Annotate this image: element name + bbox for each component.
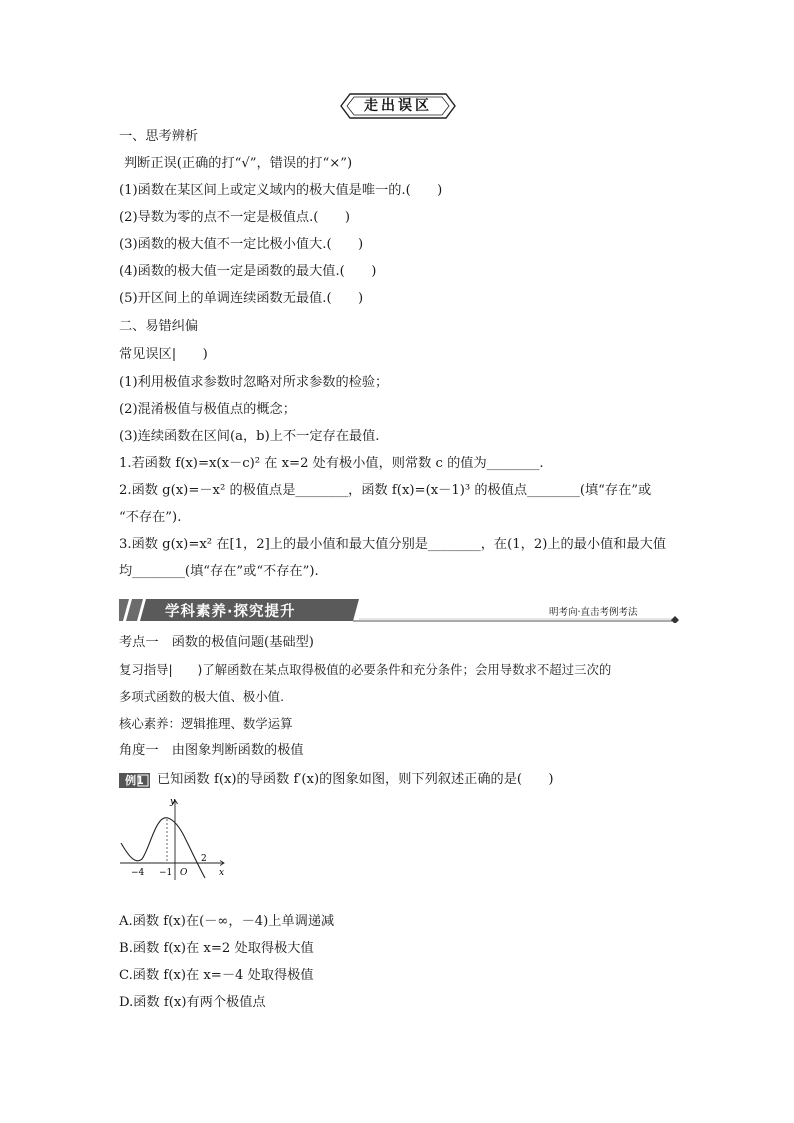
mistake-item-3: (3)连续函数在区间(a，b)上不一定存在最值. [119,429,380,444]
derivative-graph [116,792,228,884]
guide-line-1: 复习指导| )了解函数在某点取得极值的必要条件和充分条件；会用导数求不超过三次的 [119,662,612,677]
section1-instruction: 判断正误(正确的打“√”，错误的打“×”) [124,156,353,171]
judge-item-3: (3)函数的极大值不一定比极小值大.( ) [119,237,364,252]
section-bar-title: 学科素养·探究提升 [165,604,296,620]
example-question: 已知函数 f(x)的导函数 f′(x)的图象如图，则下列叙述正确的是( ) [157,772,554,787]
section1-heading: 一、思考辨析 [119,129,199,144]
origin-label: O [180,868,188,878]
x-axis-label: x [219,868,225,878]
tick-label-2: 2 [201,854,207,864]
tick-label-neg1: −1 [159,868,173,878]
section2-heading: 二、易错纠偏 [119,319,199,334]
question-3-line2: 均________(填“存在”或“不存在”). [119,564,319,579]
mistake-item-2: (2)混淆极值与极值点的概念； [119,402,296,417]
section2-sub: 常见误区| ) [119,347,208,362]
question-2-line2: “不存在”). [119,510,182,525]
judge-item-4: (4)函数的极大值一定是函数的最大值.( ) [119,264,377,279]
option-b: B.函数 f(x)在 x=2 处取得极大值 [119,941,314,956]
core-literacy: 核心素养：逻辑推理、数学运算 [119,716,293,731]
judge-item-1: (1)函数在某区间上或定义域内的极大值是唯一的.( ) [119,183,443,198]
judge-item-5: (5)开区间上的单调连续函数无最值.( ) [119,291,364,306]
question-2-line1: 2.函数 g(x)=－x² 的极值点是________，函数 f(x)=(x－1)³ 的极值点________(填“存在”或 [119,483,652,498]
y-axis-label: y [170,797,176,807]
banner-title: 走出误区 [364,98,432,114]
kaodian-title: 考点一 函数的极值问题(基础型) [119,635,314,650]
guide-line-2: 多项式函数的极大值、极小值. [119,689,285,704]
option-a: A.函数 f(x)在(－∞，－4)上单调递减 [119,914,335,929]
tick-label-neg4: −4 [131,868,145,878]
judge-item-2: (2)导数为零的点不一定是极值点.( ) [119,210,350,225]
example-badge [119,773,150,788]
section-bar-right: 明考向·直击考例考法 [549,607,638,618]
angle-title: 角度一 由图象判断函数的极值 [119,743,304,758]
question-1: 1.若函数 f(x)=x(x－c)² 在 x=2 处有极小值，则常数 c 的值为________. [119,456,544,471]
mistake-item-1: (1)利用极值求参数时忽略对所求参数的检验； [119,375,389,390]
section-bar [119,597,681,623]
option-c: C.函数 f(x)在 x=－4 处取得极值 [119,968,314,983]
example-badge-label: 例1 [125,774,144,787]
section-banner [340,93,456,119]
option-d: D.函数 f(x)有两个极值点 [119,995,266,1010]
question-3-line1: 3.函数 g(x)=x² 在[1，2]上的最小值和最大值分别是________，在(1，2)上的最小值和最大值 [119,537,667,552]
